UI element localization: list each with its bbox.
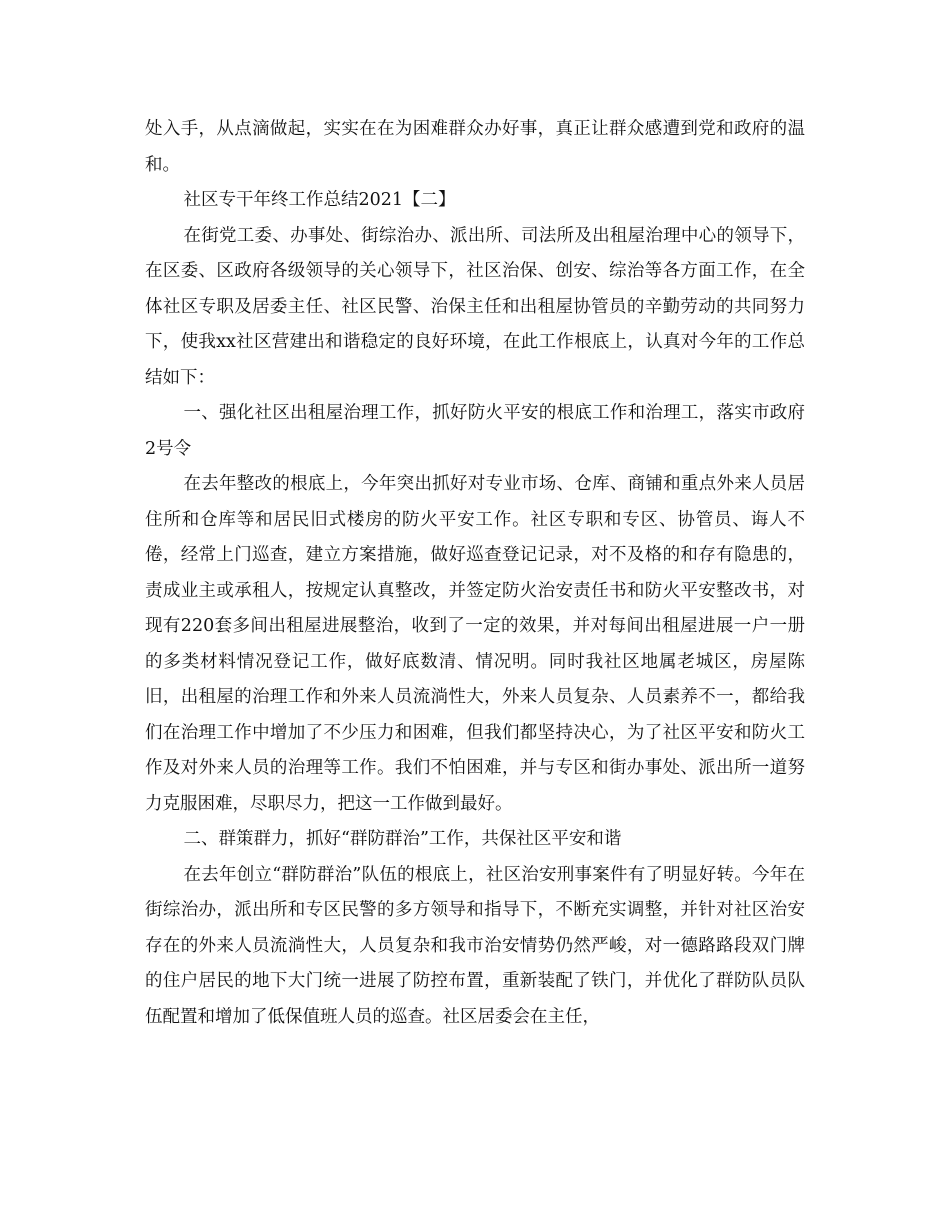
item-heading-1: 一、强化社区出租屋治理工作，抓好防火平安的根底工作和治理工，落实市政府2号令	[145, 403, 805, 459]
paragraph-item-1: 在去年整改的根底上，今年突出抓好对专业市场、仓库、商铺和重点外来人员居住所和仓库等和居民旧式楼房的防火平安工作。社区专职和专区、协管员、诲人不倦，经常上门巡查，建立方案措施，做好巡查登记记录，对不及格的和存有隐患的，责成业主或承租人，按规定认真整改，并签定防火治安责任书和防火平安整改书，对现有220套多间出租屋进展整治，收到了一定的效果，并对每间出租屋进展一户一册的多类材料情况登记工作，做好底数清、情况明。同时我社区地属老城区，房屋陈旧，出租屋的治理工作和外来人员流淌性大，外来人员复杂、人员素养不一，都给我们在治理工作中增加了不少压力和困难，但我们都坚持决心，为了社区平安和防火工作及对外来人员的治理等工作。我们不怕困难，并与专区和街办事处、派出所一道努力克服困难，尽职尽力，把这一工作做到最好。	[145, 474, 805, 814]
document-page	[145, 112, 805, 1035]
paragraph-item-2: 在去年创立“群防群治”队伍的根底上，社区治安刑事案件有了明显好转。今年在街综治办，派出所和专区民警的多方领导和指导下，不断充实调整，并针对社区治安存在的外来人员流淌性大，人员复杂和我市治安情势仍然严峻，对一德路路段双门牌的住户居民的地下大门统一进展了防控布置，重新装配了铁门，并优化了群防队员队伍配置和增加了低保值班人员的巡查。社区居委会在主任，	[145, 864, 805, 1027]
section-heading-2: 社区专干年终工作总结2021【二】	[183, 190, 456, 210]
item-heading-2: 二、群策群力，抓好“群防群治”工作，共保社区平安和谐	[183, 829, 622, 849]
paragraph-1: 处入手，从点滴做起，实实在在为困难群众办好事，真正让群众感遭到党和政府的温和。	[145, 119, 805, 175]
paragraph-intro: 在街党工委、办事处、街综治办、派出所、司法所及出租屋治理中心的领导下，在区委、区政府各级领导的关心领导下，社区治保、创安、综治等各方面工作，在全体社区专职及居委主任、社区民警、治保主任和出租屋协管员的辛勤劳动的共同努力下，使我xx社区营建出和谐稳定的良好环境，在此工作根底上，认真对今年的工作总结如下：	[145, 225, 805, 388]
